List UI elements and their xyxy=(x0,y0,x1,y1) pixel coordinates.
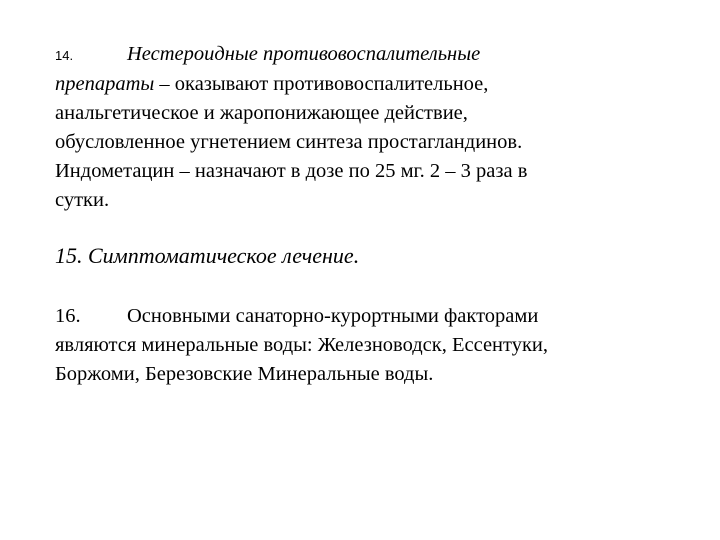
item-number-14: 14. xyxy=(55,48,74,63)
paragraph-14 xyxy=(55,40,675,215)
paragraph-16-text-1: являются минеральные воды: Железноводск, Ессентуки, xyxy=(55,334,549,356)
paragraph-16-text-0: Основными санаторно-курортными факторами xyxy=(127,305,539,327)
paragraph-16 xyxy=(55,302,675,389)
paragraph-14-text-3: обусловленное угнетением синтеза простагландинов. xyxy=(55,131,523,153)
paragraph-14-line-0 xyxy=(55,40,675,70)
paragraph-16-line-0 xyxy=(55,302,675,331)
paragraph-14-line-1 xyxy=(55,70,675,99)
heading-15-symptomatic-treatment: 15. Симптоматическое лечение. xyxy=(55,243,360,268)
item-number-16: 16. xyxy=(55,305,81,327)
nsaid-title-part-2: препараты xyxy=(55,73,155,95)
paragraph-14-text-2: анальгетическое и жаропонижающее действие, xyxy=(55,102,468,124)
paragraph-14-text-5: сутки. xyxy=(55,189,110,211)
paragraph-14-text-1: – оказывают противовоспалительное, xyxy=(154,73,489,95)
nsaid-title-part-1: Нестероидные противовоспалительные xyxy=(127,43,481,65)
paragraph-14-text-4: Индометацин – назначают в дозе по 25 мг. 2 – 3 раза в xyxy=(55,160,528,182)
paragraph-16-text-2: Боржоми, Березовские Минеральные воды. xyxy=(55,363,434,385)
